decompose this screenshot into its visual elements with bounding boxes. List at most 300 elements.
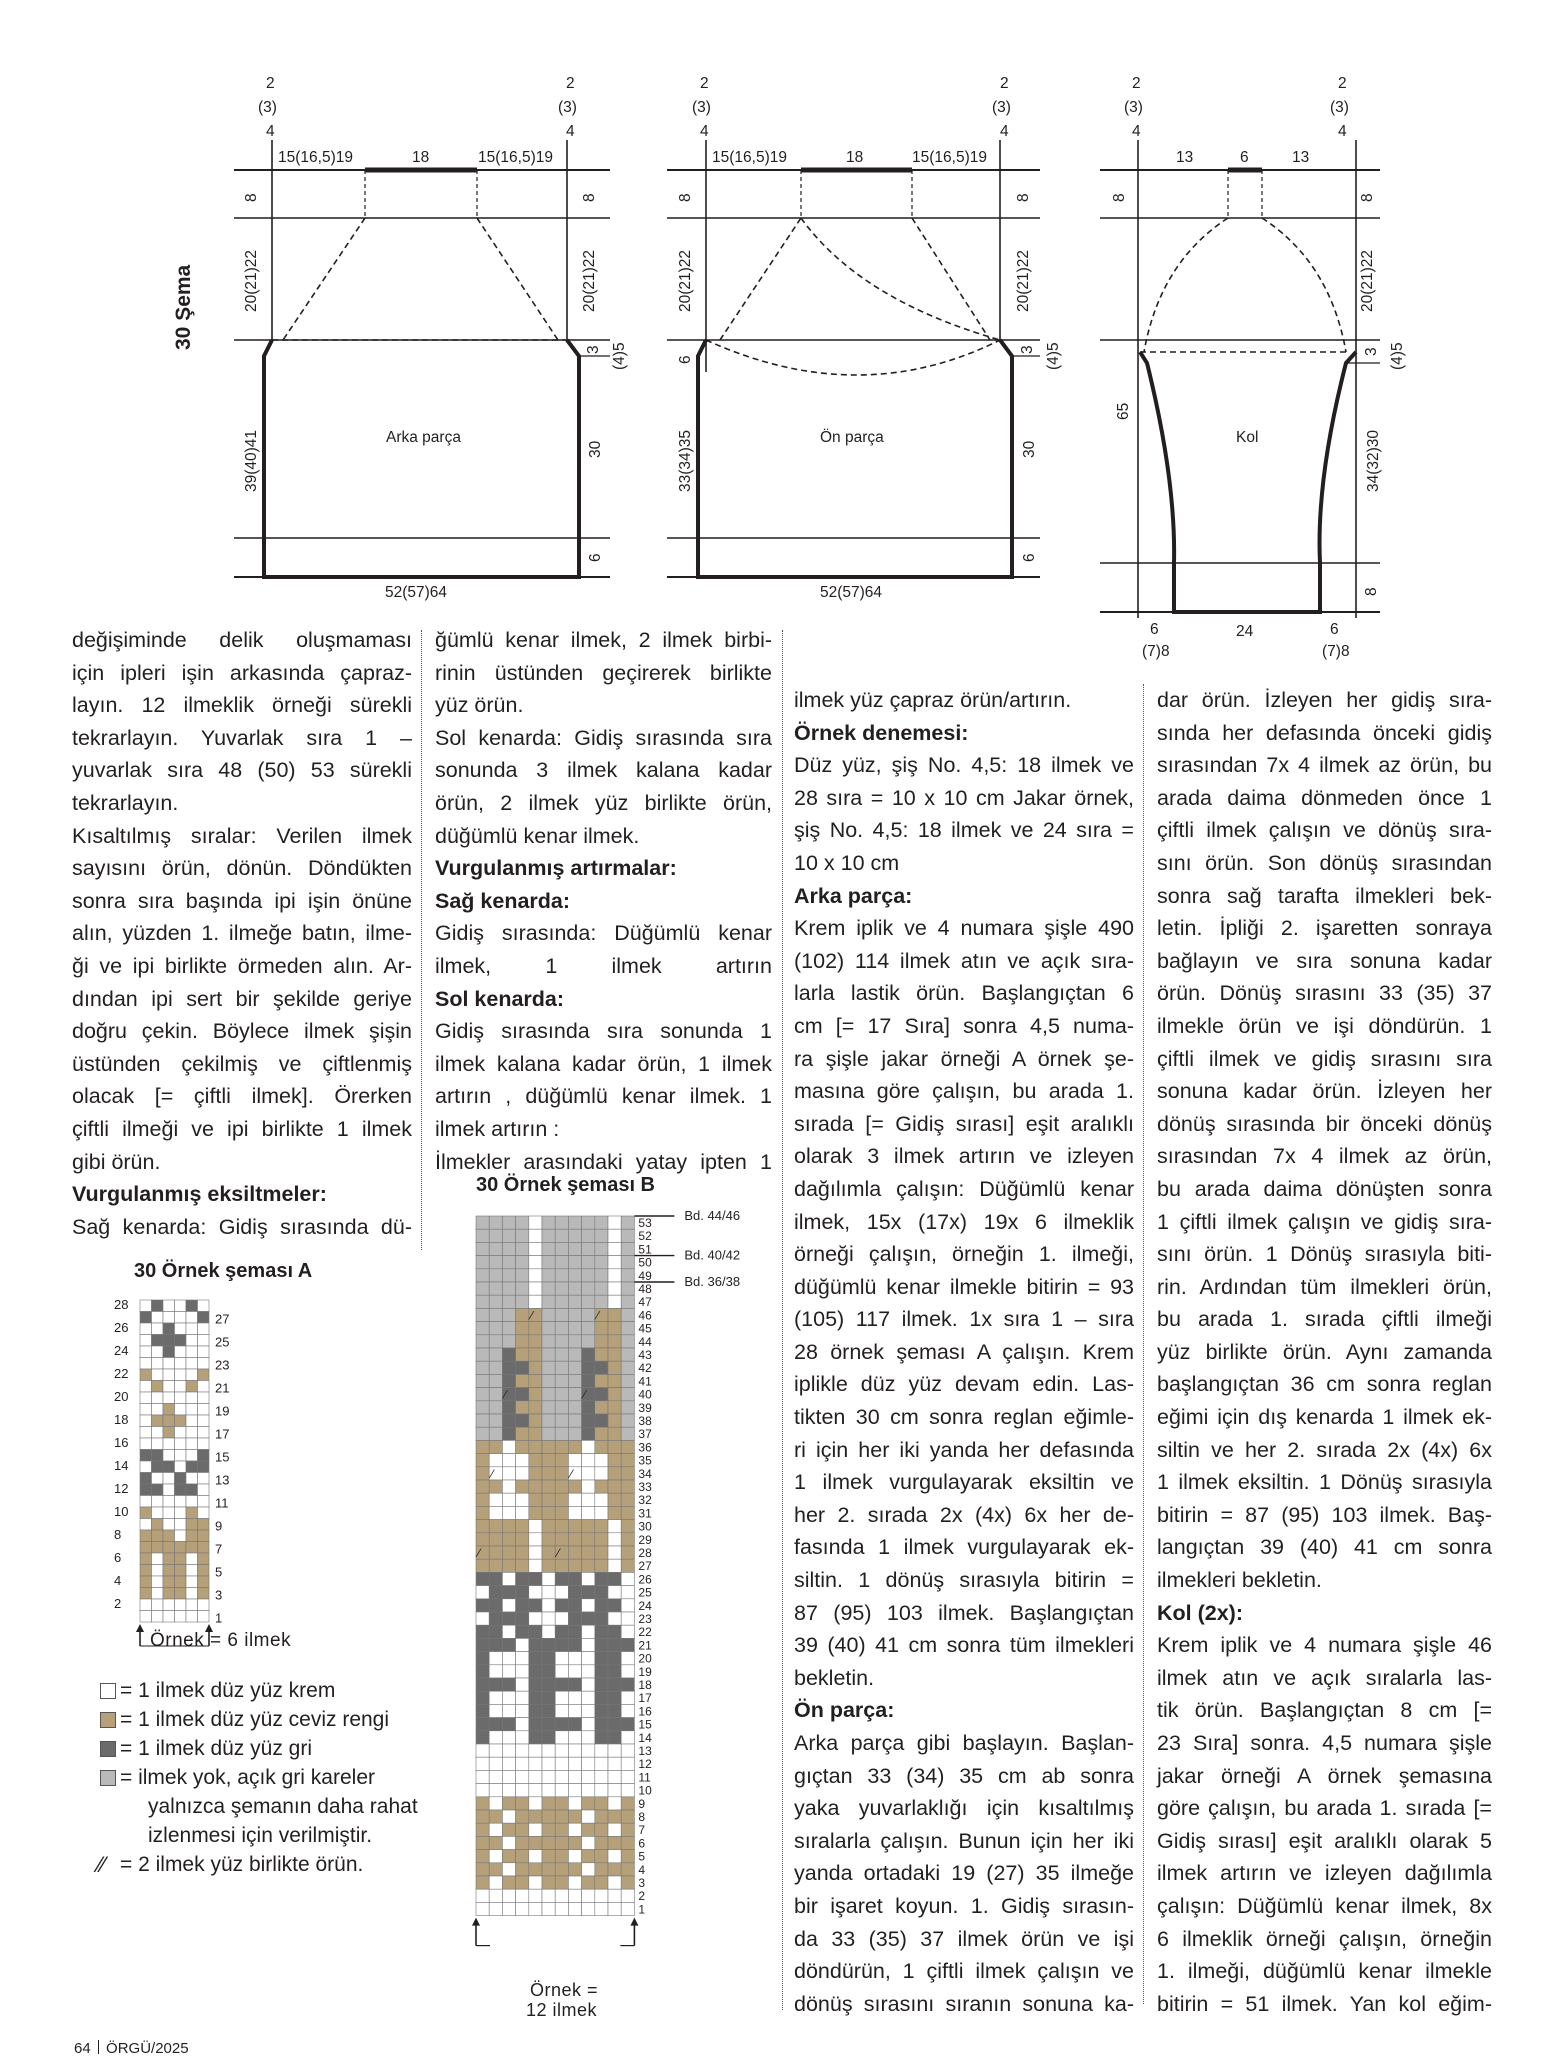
chart-b-cell bbox=[489, 1586, 502, 1599]
col1-line: layın. 12 ilmeklik örneği sürekli bbox=[72, 693, 412, 718]
chart-a-cell bbox=[152, 1611, 164, 1623]
chart-a-cell bbox=[152, 1369, 164, 1381]
chart-b-cell bbox=[595, 1322, 608, 1335]
chart-b-cell bbox=[621, 1572, 634, 1585]
chart-a-cell bbox=[175, 1346, 187, 1358]
chart-b-cell bbox=[542, 1902, 555, 1915]
chart-b-cell bbox=[489, 1665, 502, 1678]
chart-b-cell bbox=[516, 1876, 529, 1889]
chart-b-cell bbox=[476, 1348, 489, 1361]
chart-a-cell bbox=[140, 1427, 152, 1439]
chart-b-cell bbox=[582, 1731, 595, 1744]
chart-a-cell bbox=[198, 1496, 210, 1508]
chart-b-cell bbox=[476, 1625, 489, 1638]
chart-b-cell bbox=[555, 1638, 568, 1651]
chart-b-cell bbox=[476, 1414, 489, 1427]
chart-b-cell bbox=[621, 1731, 634, 1744]
chart-a-cell bbox=[152, 1507, 164, 1519]
chart-b-cell bbox=[608, 1625, 621, 1638]
col1-line: Vurgulanmış eksiltmeler: bbox=[72, 1182, 327, 1207]
chart-a-cell bbox=[140, 1415, 152, 1427]
chart-a-cell bbox=[175, 1381, 187, 1393]
col4-line: tik örün. Başlangıçtan 8 cm [= bbox=[1157, 1698, 1492, 1723]
chart-a-cell bbox=[140, 1461, 152, 1473]
chart-b-row-number: 16 bbox=[638, 1704, 652, 1719]
chart-b-cell bbox=[489, 1863, 502, 1876]
chart-b-cell bbox=[489, 1348, 502, 1361]
col4-line: Kol (2x): bbox=[1157, 1600, 1243, 1625]
chart-b-cell bbox=[529, 1295, 542, 1308]
chart-b-cell bbox=[608, 1678, 621, 1691]
legend-swatch-cream bbox=[100, 1683, 116, 1699]
chart-b-cell bbox=[476, 1374, 489, 1387]
chart-b-cell bbox=[595, 1744, 608, 1757]
col1-line: sayısını örün, dönün. Döndükten bbox=[72, 856, 412, 881]
chart-b-cell bbox=[529, 1216, 542, 1229]
chart-b-cell bbox=[476, 1850, 489, 1863]
chart-b-cell bbox=[595, 1850, 608, 1863]
chart-a-cell bbox=[175, 1415, 187, 1427]
chart-b-cell bbox=[489, 1335, 502, 1348]
chart-b-cell bbox=[489, 1559, 502, 1572]
col3-line: (105) 117 ilmek. 1x sıra 1 – sıra bbox=[794, 1307, 1134, 1332]
chart-a-cell bbox=[152, 1300, 164, 1312]
front-label: Ön parça bbox=[820, 429, 884, 446]
chart-a-cell bbox=[175, 1530, 187, 1542]
col3-line: Ön parça: bbox=[794, 1698, 895, 1723]
col1-line: Kısaltılmış sıralar: Verilen ilmek bbox=[72, 823, 412, 848]
back-left-body: 39(40)41 bbox=[243, 429, 260, 492]
chart-b-cell bbox=[489, 1625, 502, 1638]
chart-a-cell bbox=[163, 1496, 175, 1508]
chart-b-cell bbox=[529, 1401, 542, 1414]
chart-a-cell bbox=[186, 1530, 198, 1542]
chart-b-cell bbox=[608, 1454, 621, 1467]
chart-b-cell bbox=[542, 1388, 555, 1401]
chart-b-cell bbox=[516, 1625, 529, 1638]
chart-b-cell bbox=[608, 1480, 621, 1493]
chart-a-cell bbox=[175, 1473, 187, 1485]
chart-b-cell bbox=[516, 1467, 529, 1480]
chart-b-cell bbox=[568, 1506, 581, 1519]
chart-b-cell bbox=[476, 1493, 489, 1506]
chart-b-row-number: 13 bbox=[638, 1744, 652, 1758]
col3-line: ilmek yüz çapraz örün/artırın. bbox=[794, 688, 1072, 712]
chart-b-cell bbox=[529, 1678, 542, 1691]
chart-b-cell bbox=[489, 1506, 502, 1519]
chart-a-cell bbox=[163, 1415, 175, 1427]
chart-b-cell bbox=[582, 1691, 595, 1704]
chart-b-cell bbox=[582, 1836, 595, 1849]
chart-b-cell bbox=[542, 1797, 555, 1810]
chart-b-row-number: 47 bbox=[638, 1295, 652, 1310]
col2-line: Gidiş sırasında sıra sonunda 1 bbox=[435, 1019, 772, 1044]
chart-b-cell bbox=[529, 1256, 542, 1269]
chart-b-cell bbox=[516, 1863, 529, 1876]
chart-b-cell bbox=[568, 1374, 581, 1387]
chart-b-cell bbox=[608, 1242, 621, 1255]
chart-a-cell bbox=[175, 1599, 187, 1611]
chart-b-cell bbox=[476, 1744, 489, 1757]
front-top-right-paren: (3) bbox=[992, 99, 1011, 116]
chart-b-cell bbox=[568, 1520, 581, 1533]
chart-b-cell bbox=[516, 1361, 529, 1374]
chart-b-cell bbox=[555, 1216, 568, 1229]
chart-b-cell bbox=[595, 1401, 608, 1414]
chart-a-cell bbox=[152, 1484, 164, 1496]
chart-b-cell bbox=[542, 1269, 555, 1282]
chart-b-row-number: 52 bbox=[638, 1229, 652, 1244]
chart-b-cell bbox=[582, 1454, 595, 1467]
chart-b-cell bbox=[516, 1520, 529, 1533]
chart-b-cell bbox=[582, 1784, 595, 1797]
col2-line: rinin üstünden geçirerek birlikte bbox=[435, 660, 772, 685]
chart-b-cell bbox=[476, 1520, 489, 1533]
sleeve-left-8: 8 bbox=[1111, 193, 1128, 202]
col3-line: fasında 1 ilmek vurgulayarak ek- bbox=[794, 1535, 1134, 1560]
chart-b-cell bbox=[489, 1889, 502, 1902]
col3-line: siltin. 1 dönüş sırasıyla bitirin = bbox=[794, 1568, 1134, 1593]
col4-line: bitirin = 87 (95) 103 ilmek. Baş- bbox=[1157, 1502, 1492, 1527]
chart-a-row-number-left: 20 bbox=[114, 1389, 129, 1404]
chart-b-cell bbox=[542, 1731, 555, 1744]
col1-line: gibi örün. bbox=[72, 1149, 161, 1174]
chart-b-cell bbox=[502, 1282, 515, 1295]
chart-b-cell bbox=[529, 1506, 542, 1519]
chart-b-cell bbox=[621, 1704, 634, 1717]
chart-a-cell bbox=[186, 1473, 198, 1485]
chart-b-cell bbox=[568, 1322, 581, 1335]
chart-b-cell bbox=[542, 1493, 555, 1506]
chart-b-cell bbox=[621, 1599, 634, 1612]
chart-b-cell bbox=[568, 1612, 581, 1625]
col4-line: sırasından 7x 4 ilmek az örün, bbox=[1157, 1144, 1492, 1169]
chart-b-cell bbox=[476, 1242, 489, 1255]
chart-b-cell bbox=[542, 1374, 555, 1387]
chart-b-cell bbox=[555, 1810, 568, 1823]
legend-row-gray bbox=[96, 1734, 456, 1763]
col1-line: üstünden çekilmiş ve çiftlenmiş bbox=[72, 1051, 412, 1076]
chart-a-row-number-left: 26 bbox=[114, 1320, 129, 1335]
col1-line: alın, yüzden 1. ilmeğe batın, ilme- bbox=[72, 921, 412, 946]
col3-line: yanda ortadaki 19 (27) 35 ilmeğe bbox=[794, 1861, 1134, 1886]
chart-b-cell bbox=[516, 1678, 529, 1691]
chart-b-cell bbox=[529, 1572, 542, 1585]
column-separator-1 bbox=[421, 630, 422, 1250]
chart-b-cell bbox=[489, 1757, 502, 1770]
chart-a-cell bbox=[186, 1335, 198, 1347]
chart-a-cell bbox=[175, 1300, 187, 1312]
chart-b-cell bbox=[582, 1599, 595, 1612]
chart-a-cell bbox=[152, 1599, 164, 1611]
legend-note-2: izlenmesi için verilmiştir. bbox=[148, 1824, 373, 1847]
chart-b-cell bbox=[608, 1770, 621, 1783]
chart-b-cell bbox=[489, 1256, 502, 1269]
chart-b-cell bbox=[476, 1440, 489, 1453]
chart-b-cell bbox=[489, 1269, 502, 1282]
chart-b-cell bbox=[582, 1401, 595, 1414]
chart-b-cell bbox=[555, 1599, 568, 1612]
chart-b-cell bbox=[516, 1480, 529, 1493]
chart-a-cell bbox=[186, 1461, 198, 1473]
chart-b-cell bbox=[582, 1256, 595, 1269]
sleeve-label: Kol bbox=[1236, 429, 1259, 446]
chart-a-cell bbox=[198, 1335, 210, 1347]
chart-a-cell bbox=[163, 1335, 175, 1347]
chart-b-cell bbox=[502, 1533, 515, 1546]
chart-b-cell bbox=[555, 1348, 568, 1361]
chart-a-cell bbox=[140, 1611, 152, 1623]
chart-b-cell bbox=[555, 1269, 568, 1282]
chart-b-cell bbox=[502, 1718, 515, 1731]
chart-b-cell bbox=[568, 1638, 581, 1651]
chart-b-cell bbox=[529, 1652, 542, 1665]
chart-b-row-number: 17 bbox=[638, 1691, 652, 1706]
chart-b-cell bbox=[476, 1454, 489, 1467]
chart-a-cell bbox=[152, 1438, 164, 1450]
chart-b-k2tog-symbol: ⁄ bbox=[504, 1387, 507, 1402]
chart-b-cell bbox=[476, 1691, 489, 1704]
chart-b-cell bbox=[608, 1652, 621, 1665]
chart-b-cell bbox=[476, 1586, 489, 1599]
chart-b-cell bbox=[568, 1493, 581, 1506]
chart-b-cell bbox=[621, 1401, 634, 1414]
col1-line: doğru çekin. Böylece ilmek şişin bbox=[72, 1019, 412, 1044]
chart-b-row-number: 29 bbox=[638, 1532, 652, 1547]
chart-b-cell bbox=[621, 1652, 634, 1665]
chart-b-cell bbox=[476, 1295, 489, 1308]
front-neck: 18 bbox=[846, 149, 864, 166]
chart-b-cell bbox=[608, 1612, 621, 1625]
chart-b-cell bbox=[582, 1625, 595, 1638]
chart-b-cell bbox=[529, 1414, 542, 1427]
page-number: 64 bbox=[74, 2040, 91, 2057]
chart-b-cell bbox=[568, 1902, 581, 1915]
chart-b-cell bbox=[516, 1388, 529, 1401]
chart-b-cell bbox=[502, 1784, 515, 1797]
chart-b-cell bbox=[555, 1427, 568, 1440]
front-right-45: (4)5 bbox=[1045, 342, 1062, 370]
chart-a-cell bbox=[140, 1358, 152, 1370]
chart-a-cell bbox=[186, 1599, 198, 1611]
chart-b-cell bbox=[621, 1757, 634, 1770]
chart-b-row-number: 25 bbox=[638, 1585, 652, 1600]
chart-b-cell bbox=[608, 1546, 621, 1559]
chart-b-cell bbox=[542, 1454, 555, 1467]
chart-b-grid bbox=[470, 1208, 780, 2008]
chart-b-cell bbox=[621, 1282, 634, 1295]
chart-b-cell bbox=[516, 1718, 529, 1731]
chart-b-cell bbox=[568, 1533, 581, 1546]
chart-b-cell bbox=[608, 1784, 621, 1797]
chart-a-cell bbox=[198, 1530, 210, 1542]
chart-b-cell bbox=[476, 1229, 489, 1242]
chart-a-cell bbox=[152, 1404, 164, 1416]
chart-b-cell bbox=[608, 1810, 621, 1823]
col2-line: Gidiş sırasında: Düğümlü kenar bbox=[435, 921, 772, 946]
chart-b-cell bbox=[582, 1242, 595, 1255]
chart-b-cell bbox=[555, 1295, 568, 1308]
col3-line: Krem iplik ve 4 numara şişle 490 bbox=[794, 916, 1134, 941]
chart-b-cell bbox=[608, 1308, 621, 1321]
chart-b-row-number: 2 bbox=[638, 1889, 646, 1904]
chart-b-cell bbox=[608, 1361, 621, 1374]
chart-b-cell bbox=[595, 1652, 608, 1665]
chart-b-cell bbox=[516, 1348, 529, 1361]
chart-b-cell bbox=[555, 1850, 568, 1863]
front-top-left-num: 2 bbox=[700, 75, 709, 92]
chart-b-cell bbox=[502, 1612, 515, 1625]
chart-b-cell bbox=[568, 1256, 581, 1269]
chart-b-cell bbox=[555, 1282, 568, 1295]
chart-b-cell bbox=[502, 1374, 515, 1387]
chart-a-cell bbox=[152, 1392, 164, 1404]
chart-a-cell bbox=[198, 1438, 210, 1450]
chart-b-row-number: 20 bbox=[638, 1651, 652, 1666]
chart-b-cell bbox=[489, 1401, 502, 1414]
chart-b-cell bbox=[529, 1757, 542, 1770]
chart-b-cell bbox=[489, 1308, 502, 1321]
chart-b-cell bbox=[542, 1691, 555, 1704]
chart-b-cell bbox=[608, 1216, 621, 1229]
chart-b-cell bbox=[502, 1599, 515, 1612]
col1-line: yuvarlak sıra 48 (50) 53 sürekli bbox=[72, 758, 412, 783]
chart-b-row-number: 42 bbox=[638, 1361, 652, 1376]
chart-b-cell bbox=[529, 1229, 542, 1242]
sleeve-bottom-mid: 24 bbox=[1236, 623, 1254, 640]
chart-b-cell bbox=[489, 1836, 502, 1849]
chart-b-cell bbox=[621, 1295, 634, 1308]
legend-text-tan: = 1 ilmek düz yüz ceviz rengi bbox=[120, 1708, 390, 1731]
chart-a-cell bbox=[140, 1392, 152, 1404]
chart-b-cell bbox=[516, 1836, 529, 1849]
col3-line: örneği çalışın, örneğin 1. ilmeği, bbox=[794, 1242, 1134, 1267]
chart-a-cell bbox=[163, 1369, 175, 1381]
chart-a-cell bbox=[152, 1312, 164, 1324]
chart-b-cell bbox=[555, 1625, 568, 1638]
chart-b-cell bbox=[542, 1876, 555, 1889]
col3-line: dağılımla çalışın: Düğümlü kenar bbox=[794, 1176, 1134, 1201]
chart-b-cell bbox=[489, 1784, 502, 1797]
chart-b-row-number: 50 bbox=[638, 1255, 652, 1270]
chart-b-cell bbox=[621, 1361, 634, 1374]
chart-b-cell bbox=[555, 1308, 568, 1321]
chart-b-cell bbox=[502, 1823, 515, 1836]
chart-b-cell bbox=[502, 1348, 515, 1361]
chart-b-cell bbox=[608, 1638, 621, 1651]
chart-b-cell bbox=[489, 1427, 502, 1440]
chart-b-cell bbox=[502, 1480, 515, 1493]
col4-line: örün. Dönüş sırasını 33 (35) 37 bbox=[1157, 981, 1492, 1006]
back-left-8: 8 bbox=[243, 193, 260, 202]
chart-b-cell bbox=[516, 1374, 529, 1387]
chart-b-cell bbox=[555, 1876, 568, 1889]
col4-line: çalışın: Düğümlü kenar ilmek, 8x bbox=[1157, 1893, 1492, 1918]
chart-b-cell bbox=[555, 1506, 568, 1519]
chart-b-cell bbox=[529, 1691, 542, 1704]
chart-b-k2tog-symbol: ⁄ bbox=[557, 1546, 560, 1560]
chart-b-cell bbox=[595, 1836, 608, 1849]
chart-b-cell bbox=[502, 1572, 515, 1585]
chart-b-cell bbox=[608, 1467, 621, 1480]
chart-b-cell bbox=[595, 1704, 608, 1717]
chart-b-cell bbox=[542, 1889, 555, 1902]
col3-line: 1 ilmek vurgulayarak eksiltin ve bbox=[794, 1470, 1134, 1495]
front-width: 52(57)64 bbox=[820, 584, 883, 601]
chart-b-cell bbox=[595, 1506, 608, 1519]
chart-b-row-number: 1 bbox=[638, 1902, 646, 1917]
chart-b-cell bbox=[542, 1361, 555, 1374]
chart-a-cell bbox=[198, 1507, 210, 1519]
chart-b-cell bbox=[582, 1902, 595, 1915]
chart-b-cell bbox=[555, 1691, 568, 1704]
chart-b-cell bbox=[568, 1691, 581, 1704]
chart-a-cell bbox=[186, 1588, 198, 1600]
chart-b-cell bbox=[476, 1638, 489, 1651]
chart-b-cell bbox=[582, 1770, 595, 1783]
chart-a-cell bbox=[140, 1576, 152, 1588]
chart-b-cell bbox=[608, 1440, 621, 1453]
chart-b-cell bbox=[621, 1440, 634, 1453]
col3-line: iplikle düz yüz devam edin. Las- bbox=[794, 1372, 1134, 1397]
chart-b-cell bbox=[568, 1401, 581, 1414]
sleeve-bottom-left: 6 bbox=[1150, 621, 1159, 638]
chart-b-cell bbox=[529, 1454, 542, 1467]
chart-b-cell bbox=[555, 1612, 568, 1625]
chart-b-cell bbox=[608, 1401, 621, 1414]
sleeve-top-right-num2: 4 bbox=[1338, 123, 1347, 140]
chart-b-cell bbox=[542, 1599, 555, 1612]
chart-b-cell bbox=[502, 1704, 515, 1717]
chart-a-cell bbox=[198, 1519, 210, 1531]
chart-b-cell bbox=[529, 1744, 542, 1757]
chart-b-cell bbox=[529, 1388, 542, 1401]
chart-b-cell bbox=[542, 1229, 555, 1242]
chart-b-cell bbox=[621, 1559, 634, 1572]
chart-b-cell bbox=[542, 1757, 555, 1770]
chart-b-row-number: 12 bbox=[638, 1757, 652, 1772]
col3-line: sırada [= Gidiş sırası] eşit aralıklı bbox=[794, 1111, 1134, 1136]
legend bbox=[96, 1676, 456, 1879]
chart-a-cell bbox=[175, 1484, 187, 1496]
chart-b-cell bbox=[582, 1414, 595, 1427]
chart-b-cell bbox=[529, 1427, 542, 1440]
chart-b-cell bbox=[542, 1282, 555, 1295]
footer-divider bbox=[98, 2040, 99, 2054]
chart-b-cell bbox=[529, 1374, 542, 1387]
chart-a-cell bbox=[163, 1576, 175, 1588]
chart-a-cell bbox=[175, 1369, 187, 1381]
chart-b-cell bbox=[595, 1638, 608, 1651]
chart-b-cell bbox=[595, 1889, 608, 1902]
chart-b-cell bbox=[476, 1361, 489, 1374]
chart-b-cell bbox=[568, 1784, 581, 1797]
legend-swatch-tan bbox=[100, 1712, 116, 1728]
chart-a-cell bbox=[163, 1611, 175, 1623]
chart-b-cell bbox=[476, 1731, 489, 1744]
chart-b-row-number: 27 bbox=[638, 1559, 652, 1574]
front-top-right-num: 2 bbox=[1000, 75, 1009, 92]
chart-b-cell bbox=[489, 1572, 502, 1585]
front-left-6: 6 bbox=[677, 355, 694, 364]
chart-b-cell bbox=[516, 1216, 529, 1229]
chart-b-cell bbox=[568, 1361, 581, 1374]
chart-b-cell bbox=[516, 1810, 529, 1823]
chart-b-cell bbox=[529, 1665, 542, 1678]
chart-b-cell bbox=[542, 1612, 555, 1625]
chart-b-cell bbox=[555, 1242, 568, 1255]
chart-b-cell bbox=[582, 1876, 595, 1889]
